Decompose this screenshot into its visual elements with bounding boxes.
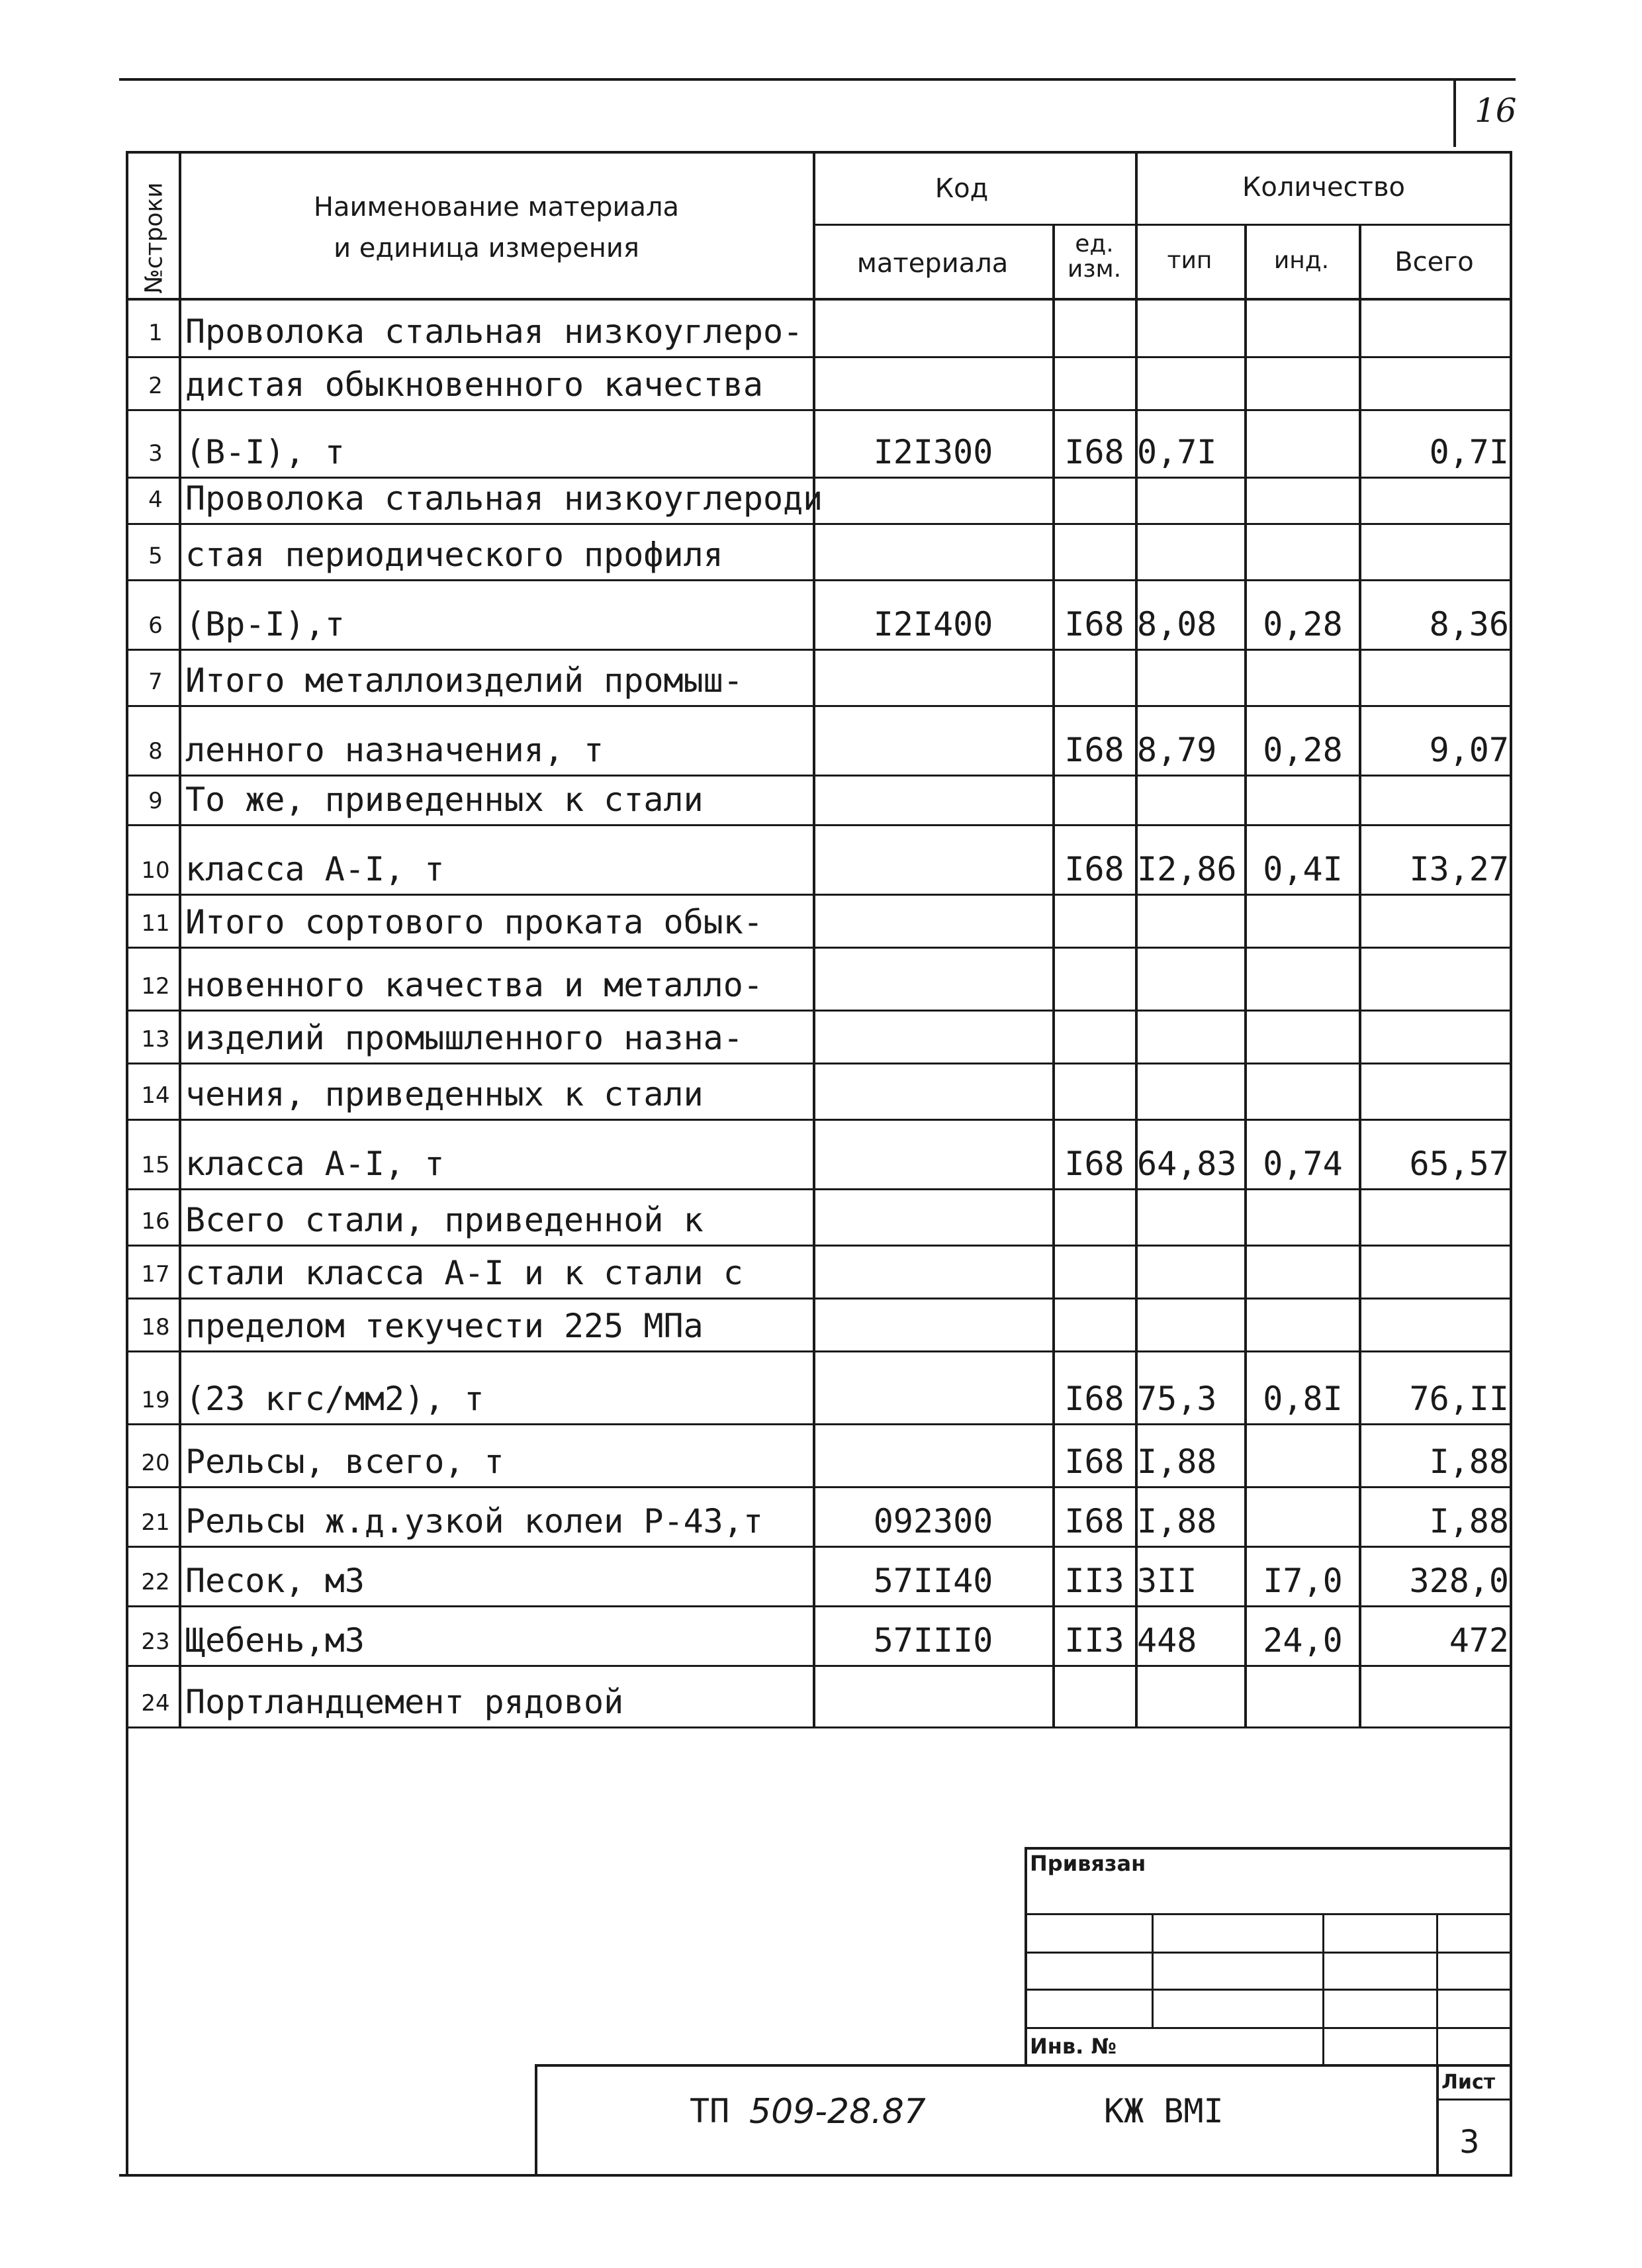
unit-code: I68 bbox=[1064, 1380, 1124, 1418]
row-divider bbox=[126, 409, 1512, 411]
sheet-label-line bbox=[1436, 2099, 1512, 2101]
row-number: 14 bbox=[141, 1082, 170, 1109]
quantity-total: 0,7I bbox=[1429, 433, 1509, 471]
lower-left-line bbox=[126, 1726, 128, 2177]
material-name: Рельсы ж.д.узкой колеи Р-43,т bbox=[185, 1502, 763, 1540]
quantity-typ: I,88 bbox=[1137, 1502, 1217, 1540]
doc-code: ТП bbox=[690, 2092, 730, 2130]
row-number: 1 bbox=[148, 320, 163, 346]
row-number: 19 bbox=[141, 1387, 170, 1413]
row-divider bbox=[126, 649, 1512, 651]
quantity-total: 8,36 bbox=[1429, 605, 1509, 643]
row-number: 13 bbox=[141, 1026, 170, 1053]
stamp-col-2 bbox=[1322, 1913, 1324, 2065]
quantity-total: I,88 bbox=[1429, 1502, 1509, 1540]
row-divider bbox=[126, 579, 1512, 581]
header-quantity: Количество bbox=[1242, 172, 1405, 203]
unit-code: II3 bbox=[1064, 1562, 1124, 1600]
quantity-typ: 8,08 bbox=[1137, 605, 1217, 643]
header-row-no: №строки bbox=[140, 182, 168, 294]
row-number: 22 bbox=[141, 1569, 170, 1595]
quantity-typ: I,88 bbox=[1137, 1442, 1217, 1481]
row-divider bbox=[126, 523, 1512, 525]
quantity-typ: 64,83 bbox=[1137, 1145, 1237, 1183]
stamp-col-1 bbox=[1152, 1913, 1154, 2027]
header-total: Всего bbox=[1394, 247, 1474, 277]
material-name: дистая обыкновенного качества bbox=[185, 365, 763, 404]
header-name-line2: и единица измерения bbox=[334, 233, 639, 263]
material-name: класса А-I, т bbox=[185, 850, 445, 888]
stamp-col-3 bbox=[1436, 1913, 1438, 2065]
row-divider bbox=[126, 1298, 1512, 1299]
row-divider bbox=[126, 1119, 1512, 1121]
quantity-total: I3,27 bbox=[1409, 850, 1509, 888]
row-divider bbox=[126, 477, 1512, 479]
stamp-inv-label: Инв. № bbox=[1030, 2034, 1117, 2059]
row-divider bbox=[126, 1188, 1512, 1190]
unit-code: I68 bbox=[1064, 1502, 1124, 1540]
unit-code: II3 bbox=[1064, 1621, 1124, 1660]
material-name: Всего стали, приведенной к bbox=[185, 1201, 704, 1239]
lower-bottom-line bbox=[119, 2174, 1512, 2177]
material-name: класса А-I, т bbox=[185, 1145, 445, 1183]
quantity-typ: 75,3 bbox=[1137, 1380, 1217, 1418]
header-typ: тип bbox=[1167, 247, 1212, 274]
row-divider bbox=[126, 1605, 1512, 1607]
stamp-left-line bbox=[1025, 1847, 1027, 2065]
row-number: 9 bbox=[148, 788, 163, 814]
typ-col-line bbox=[1244, 224, 1247, 1726]
row-number: 12 bbox=[141, 973, 170, 1000]
material-code: I2I300 bbox=[873, 433, 993, 471]
material-name: Рельсы, всего, т bbox=[185, 1442, 504, 1481]
doc-suffix: КЖ ВМI bbox=[1104, 2092, 1224, 2130]
row-number: 11 bbox=[141, 910, 170, 937]
quantity-total: 328,0 bbox=[1409, 1562, 1509, 1600]
material-code: 092300 bbox=[873, 1502, 993, 1540]
row-number: 8 bbox=[148, 738, 163, 765]
material-name: новенного качества и металло- bbox=[185, 966, 763, 1004]
header-name-line1: Наименование материала bbox=[313, 192, 680, 222]
row-number: 10 bbox=[141, 857, 170, 884]
material-name: Щебень,м3 bbox=[185, 1621, 365, 1660]
sheet-col-line bbox=[1436, 2064, 1439, 2177]
row-number: 7 bbox=[148, 669, 163, 695]
row-divider bbox=[126, 894, 1512, 896]
row-divider bbox=[126, 1245, 1512, 1247]
row-number: 20 bbox=[141, 1450, 170, 1476]
sheet-number: 3 bbox=[1459, 2124, 1480, 2161]
row-number: 3 bbox=[148, 440, 163, 467]
quantity-total: 472 bbox=[1449, 1621, 1509, 1660]
material-code: 57II40 bbox=[873, 1562, 993, 1600]
quantity-typ: 0,7I bbox=[1137, 433, 1217, 471]
quantity-ind: I7,0 bbox=[1263, 1562, 1343, 1600]
header-unit: ед. изм. bbox=[1067, 230, 1122, 283]
quantity-total: 65,57 bbox=[1409, 1145, 1509, 1183]
row-divider bbox=[126, 1423, 1512, 1425]
header-code: Код bbox=[935, 173, 989, 204]
material-name: стали класса А-I и к стали с bbox=[185, 1254, 743, 1292]
table-right-line bbox=[1510, 151, 1512, 2177]
doc-number: 509-28.87 bbox=[749, 2092, 926, 2132]
unit-code: I68 bbox=[1064, 433, 1124, 471]
row-number: 5 bbox=[148, 543, 163, 569]
quantity-total: 76,II bbox=[1409, 1380, 1509, 1418]
unit-code: I68 bbox=[1064, 850, 1124, 888]
unit-code: I68 bbox=[1064, 1145, 1124, 1183]
row-number: 16 bbox=[141, 1208, 170, 1235]
unit-code: I68 bbox=[1064, 605, 1124, 643]
material-code: 57III0 bbox=[873, 1621, 993, 1660]
table-top-line bbox=[126, 151, 1512, 154]
material-name: Итого металлоизделий промыш- bbox=[185, 661, 743, 700]
quantity-total: 9,07 bbox=[1429, 731, 1509, 769]
quantity-ind: 24,0 bbox=[1263, 1621, 1343, 1660]
header-material: материала bbox=[856, 248, 1009, 279]
row-number: 21 bbox=[141, 1509, 170, 1536]
row-number: 23 bbox=[141, 1629, 170, 1655]
material-name: стая периодического профиля bbox=[185, 536, 723, 574]
header-mid-line bbox=[813, 224, 1512, 226]
row-divider bbox=[126, 1726, 1512, 1728]
material-name: ленного назначения, т bbox=[185, 731, 604, 769]
stamp-line-3 bbox=[1025, 1989, 1512, 1991]
page-mark: 16 bbox=[1475, 91, 1517, 130]
row-divider bbox=[126, 1665, 1512, 1667]
stamp-top-line bbox=[1025, 1847, 1512, 1850]
quantity-typ: 448 bbox=[1137, 1621, 1197, 1660]
stamp-attached-label: Привязан bbox=[1030, 1851, 1146, 1876]
material-name: Итого сортового проката обык- bbox=[185, 903, 763, 941]
stamp-line-4 bbox=[1025, 2027, 1512, 2029]
row-number: 2 bbox=[148, 373, 163, 399]
quantity-ind: 0,8I bbox=[1263, 1380, 1343, 1418]
unit-col-line bbox=[1135, 151, 1138, 1726]
sheet-label: Лист bbox=[1441, 2071, 1496, 2094]
row-divider bbox=[126, 1350, 1512, 1352]
row-number: 15 bbox=[141, 1152, 170, 1178]
row-divider bbox=[126, 1486, 1512, 1488]
material-name: изделий промышленного назна- bbox=[185, 1019, 743, 1057]
quantity-ind: 0,74 bbox=[1263, 1145, 1343, 1183]
unit-code: I68 bbox=[1064, 731, 1124, 769]
row-number: 4 bbox=[148, 487, 163, 513]
quantity-typ: I2,86 bbox=[1137, 850, 1237, 888]
row-divider bbox=[126, 824, 1512, 826]
quantity-total: I,88 bbox=[1429, 1442, 1509, 1481]
material-name: (23 кгс/мм2), т bbox=[185, 1380, 484, 1418]
row-divider bbox=[126, 775, 1512, 777]
row-number: 6 bbox=[148, 612, 163, 639]
quantity-typ: 8,79 bbox=[1137, 731, 1217, 769]
material-name: (Вр-I),т bbox=[185, 605, 345, 643]
row-divider bbox=[126, 947, 1512, 949]
material-code: I2I400 bbox=[873, 605, 993, 643]
material-name: Портландцемент рядовой bbox=[185, 1683, 624, 1721]
quantity-ind: 0,28 bbox=[1263, 731, 1343, 769]
unit-code: I68 bbox=[1064, 1442, 1124, 1481]
row-number: 24 bbox=[141, 1690, 170, 1717]
stamp-line-2 bbox=[1025, 1952, 1512, 1954]
quantity-ind: 0,28 bbox=[1263, 605, 1343, 643]
material-name: Проволока стальная низкоуглеро- bbox=[185, 312, 803, 351]
row-divider bbox=[126, 1063, 1512, 1064]
material-name: чения, приведенных к стали bbox=[185, 1075, 704, 1113]
row-divider bbox=[126, 356, 1512, 358]
row-divider bbox=[126, 705, 1512, 707]
stamp-line-1 bbox=[1025, 1913, 1512, 1915]
header-ind: инд. bbox=[1273, 247, 1330, 274]
material-name: То же, приведенных к стали bbox=[185, 780, 704, 819]
ind-col-line bbox=[1359, 224, 1361, 1726]
title-block-left bbox=[535, 2064, 537, 2177]
row-number: 17 bbox=[141, 1261, 170, 1288]
material-name: пределом текучести 225 МПа bbox=[185, 1307, 704, 1345]
table-left-line bbox=[126, 151, 128, 1726]
rowno-col-line bbox=[179, 151, 181, 1726]
quantity-ind: 0,4I bbox=[1263, 850, 1343, 888]
row-divider bbox=[126, 1546, 1512, 1548]
header-bottom-line bbox=[126, 298, 1512, 301]
title-block-top bbox=[535, 2064, 1512, 2067]
row-divider bbox=[126, 1010, 1512, 1012]
material-name: (В-I), т bbox=[185, 433, 345, 471]
material-name: Проволока стальная низкоуглероди bbox=[185, 479, 823, 518]
quantity-typ: 3II bbox=[1137, 1562, 1197, 1600]
material-name: Песок, м3 bbox=[185, 1562, 365, 1600]
row-number: 18 bbox=[141, 1314, 170, 1341]
